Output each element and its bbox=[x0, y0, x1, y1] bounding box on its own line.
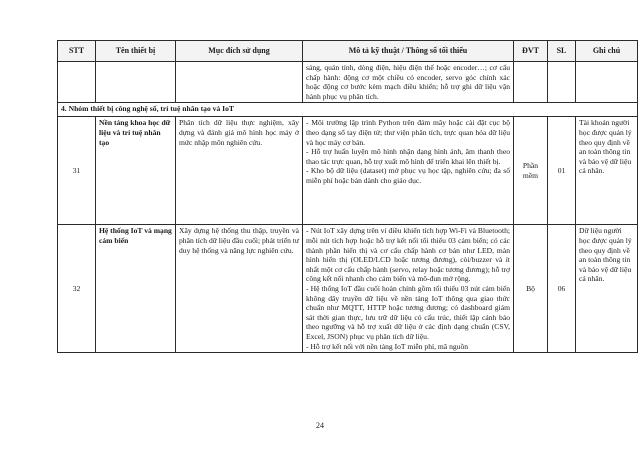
row-unit: Bộ bbox=[514, 225, 548, 353]
description-line: - Môi trường lập trình Python trên đám mây hoặc cài đặt cục bộ theo dạng sổ tay điện tử; thư viện phân tích, trực quan hóa dữ liệu và học máy cơ bản. bbox=[306, 118, 510, 147]
cell-qty bbox=[548, 62, 576, 103]
description-line: - Hệ thống IoT đầu cuối hoàn chỉnh gồm tối thiểu 03 nút cảm biến không dây truyền dữ liệu về nền tảng IoT thông qua giao thức chuẩn như MQTT, HTTP hoặc tương đương; có dashboard giám sát thời gian thực, lưu trữ dữ liệu có cấu trúc, thiết lập cảnh báo theo ngưỡng và hỗ trợ xuất dữ liệu ở các định dạng chuẩn (CSV, Excel, JSON) phục vụ phân tích dữ liệu. bbox=[306, 283, 510, 341]
cell-description: sáng, quán tính, dòng điện, hiệu điện thế hoặc encoder…; cơ cấu chấp hành: động cơ một chiều có encoder, servo góc chính xác hoặc động cơ bước kèm mạch điều khiển; hỗ trợ ghi dữ liệu vận hành phục vụ phân tích. bbox=[303, 62, 514, 103]
row-unit: Phần mềm bbox=[514, 117, 548, 225]
continued-row bbox=[58, 62, 638, 103]
section-title: 4. Nhóm thiết bị công nghệ số, trí tuệ nhân tạo và IoT bbox=[58, 103, 638, 117]
row-note: Dữ liệu người học được quản lý theo quy định về an toàn thông tin và bảo vệ dữ liệu cá nhân. bbox=[576, 225, 638, 353]
header-unit: ĐVT bbox=[514, 41, 548, 62]
description-line: - Hỗ trợ huấn luyện mô hình nhận dạng hình ảnh, âm thanh theo thao tác trực quan, hỗ trợ xuất mô hình để triển khai lên thiết bị. bbox=[306, 147, 510, 166]
page-number: 24 bbox=[316, 421, 324, 430]
row-qty: 06 bbox=[548, 225, 576, 353]
header-purpose: Mục đích sử dụng bbox=[176, 41, 303, 62]
row-description bbox=[303, 117, 514, 225]
header-qty: SL bbox=[548, 41, 576, 62]
description-line: - Nút IoT xây dựng trên vi điều khiển tích hợp Wi-Fi và Bluetooth; mỗi nút tích hợp hoặc hỗ trợ kết nối tối thiểu 03 cảm biến; có các thành phần hiển thị và cơ cấu chấp hành cơ bản như LED, màn hình hiển thị (OLED/LCD hoặc tương đương), còi/buzzer và ít nhất một cơ cấu chấp hành (servo, relay hoặc tương đương); hỗ trợ công kết nối nhanh cho cảm biến và mô-đun mở rộng. bbox=[306, 226, 510, 284]
row-device: Hệ thống IoT và mạng cảm biến bbox=[96, 225, 176, 353]
cell-purpose bbox=[176, 62, 303, 103]
row-stt: 32 bbox=[58, 225, 96, 353]
equipment-spec-table bbox=[57, 40, 638, 353]
row-note: Tài khoản người học được quản lý theo quy định về an toàn thông tin và bảo vệ dữ liệu cá nhân. bbox=[576, 117, 638, 225]
table-row bbox=[58, 225, 638, 353]
cell-note bbox=[576, 62, 638, 103]
row-stt: 31 bbox=[58, 117, 96, 225]
cell-stt bbox=[58, 62, 96, 103]
header-device: Tên thiết bị bbox=[96, 41, 176, 62]
section-row bbox=[58, 103, 638, 117]
header-note: Ghi chú bbox=[576, 41, 638, 62]
row-description bbox=[303, 225, 514, 353]
table-row bbox=[58, 117, 638, 225]
header-description: Mô tả kỹ thuật / Thông số tối thiểu bbox=[303, 41, 514, 62]
row-device: Nền tảng khoa học dữ liệu và trí tuệ nhân tạo bbox=[96, 117, 176, 225]
description-line: - Hỗ trợ kết nối với nền tảng IoT miễn phí, mã nguồn bbox=[306, 341, 469, 351]
row-purpose: Phân tích dữ liệu thực nghiệm, xây dựng và đánh giá mô hình học máy ở mức nhập môn nghiên cứu. bbox=[176, 117, 303, 225]
table-header-row bbox=[58, 41, 638, 62]
description-line: - Kho bộ dữ liệu (dataset) mở phục vụ học tập, nghiên cứu; đa số miễn phí hoặc bản dành cho giáo dục. bbox=[306, 166, 510, 185]
header-stt: STT bbox=[58, 41, 96, 62]
cell-unit bbox=[514, 62, 548, 103]
cell-device bbox=[96, 62, 176, 103]
row-purpose: Xây dựng hệ thống thu thập, truyền và phân tích dữ liệu đầu cuối; phát triển tư duy hệ thống và năng lực nghiên cứu. bbox=[176, 225, 303, 353]
row-qty: 01 bbox=[548, 117, 576, 225]
